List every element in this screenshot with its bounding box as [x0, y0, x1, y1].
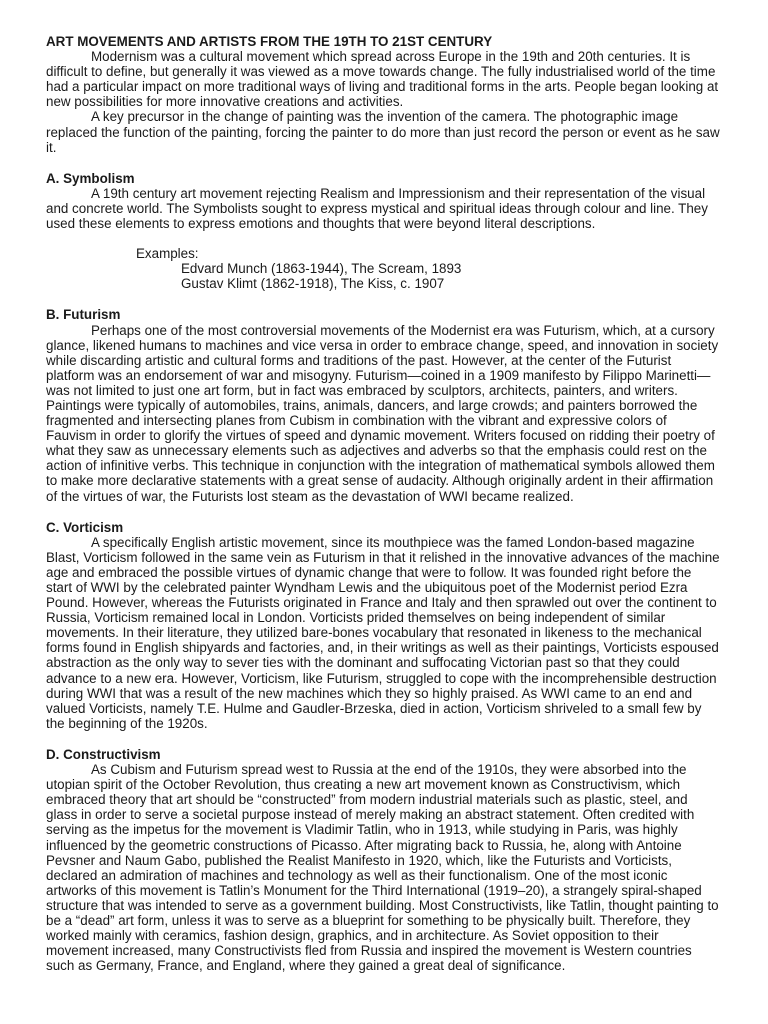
examples-label: Examples: — [136, 246, 199, 262]
section-body-symbolism: A 19th century art movement rejecting Realism and Impressionism and their representation of the visual and concrete world. The Symbolists sought to express mystical and spiritual ideas through colour and line. They used these elements to express emotions and thoughts that were beyond literal descriptions. — [46, 185, 708, 232]
section-body-constructivism: As Cubism and Futurism spread west to Russia at the end of the 1910s, they were absorbed into the utopian spirit of the October Revolution, thus creating a new art movement known as Constructivism, which embraced theory that art should be “constructed” from modern industrial materials such as plastic, steel, and glass in order to serve a societal purpose instead of merely making an abstract statement. Often credited with serving as the impetus for the movement is Vladimir Tatlin, who in 1913, while studying in Paris, was highly influenced by the geometric constructions of Picasso. After migrating back to Russia, he, along with Antoine Pevsner and Naum Gabo, published the Realist Manifesto in 1920, which, like the Futurists and Vorticists, declared an admiration of machines and technology as well as their functionalism. One of the most iconic artworks of this movement is Tatlin’s Monument for the Third International (1919–20), a strangely spiral-shaped structure that was intended to serve as a government building. Most Constructivists, like Tatlin, thought painting to be a “dead” art form, unless it was to serve as a blueprint for something to be physically built. Therefore, they worked mainly with ceramics, fashion design, graphics, and in architecture. As Soviet opposition to their movement increased, many Constructivists fled from Russia and inspired the movement is Western countries such as Germany, France, and England, where they gained a great deal of significance. — [46, 762, 719, 974]
example-item: Gustav Klimt (1862-1918), The Kiss, c. 1907 — [181, 276, 445, 292]
section-body-vorticism: A specifically English artistic movement, since its mouthpiece was the famed London-based magazine Blast, Vorticism followed in the same vein as Futurism in that it relished in the innovative advances of the machine age and embraced the possible virtues of dynamic change that were to follow. It was founded right before the start of WWI by the celebrated painter Wyndham Lewis and the ubiquitous poet of the Modernist period Ezra Pound. However, whereas the Futurists originated in France and Italy and then sprawled out over the continent to Russia, Vorticism remained local in London. Vorticists prided themselves on being independent of similar movements. In their literature, they utilized bare-bones vocabulary that resonated in likeness to the mechanical forms found in English shipyards and factories, and, in their writings as well as their paintings, Vorticists espoused abstraction as the only way to sever ties with the dominant and suffocating Victorian past so that they could advance to a new era. However, Vorticism, like Futurism, struggled to cope with the incomprehensible destruction during WWI that was a result of the new machines which they so highly praised. As WWI came to an end and valued Vorticists, namely T.E. Hulme and Gaudler-Brzeska, died in action, Vorticism shriveled to a small few by the beginning of the 1920s. — [46, 534, 720, 731]
section-body-futurism: Perhaps one of the most controversial movements of the Modernist era was Futurism, which, at a cursory glance, likened humans to machines and vice versa in order to embrace change, speed, and innovation in society while discarding artistic and cultural forms and traditions of the past. However, at the center of the Futurist platform was an endorsement of war and misogyny. Futurism—coined in a 1909 manifesto by Filippo Marinetti—was not limited to just one art form, but in fact was embraced by sculptors, architects, painters, and writers. Paintings were typically of automobiles, trains, animals, dancers, and large crowds; and painters borrowed the fragmented and intersecting planes from Cubism in combination with the vibrant and expressive colors of Fauvism in order to glorify the virtues of speed and dynamic movement. Writers focused on ridding their poetry of what they saw as unnecessary elements such as adjectives and adverbs so that the emphasis could rest on the action of infinitive verbs. This technique in conjunction with the integration of mathematical symbols allowed them to make more declarative statements with a great sense of audacity. Although originally ardent in their affirmation of the virtues of war, the Futurists lost steam as the devastation of WWI became realized. — [46, 322, 719, 504]
section-heading-symbolism: A. Symbolism — [46, 170, 135, 186]
intro-paragraph-2: A key precursor in the change of painting was the invention of the camera. The photographic image replaced the function of the painting, forcing the painter to do more than just record the person or event as he saw it. — [46, 109, 720, 155]
example-item: Edvard Munch (1863-1944), The Scream, 1893 — [181, 261, 462, 277]
document-title: ART MOVEMENTS AND ARTISTS FROM THE 19TH TO 21ST CENTURY — [46, 34, 493, 49]
section-heading-futurism: B. Futurism — [46, 307, 121, 323]
section-heading-vorticism: C. Vorticism — [46, 519, 124, 535]
section-heading-constructivism: D. Constructivism — [46, 746, 161, 762]
intro-paragraph-1: Modernism was a cultural movement which spread across Europe in the 19th and 20th centuries. It is difficult to define, but generally it was viewed as a move towards change. The fully industrialised world of the time had a particular impact on more traditional ways of living and traditional forms in the arts. People began looking at new possibilities for more innovative creations and activities. — [46, 49, 719, 110]
document-page — [46, 34, 720, 973]
examples-block — [136, 246, 720, 291]
